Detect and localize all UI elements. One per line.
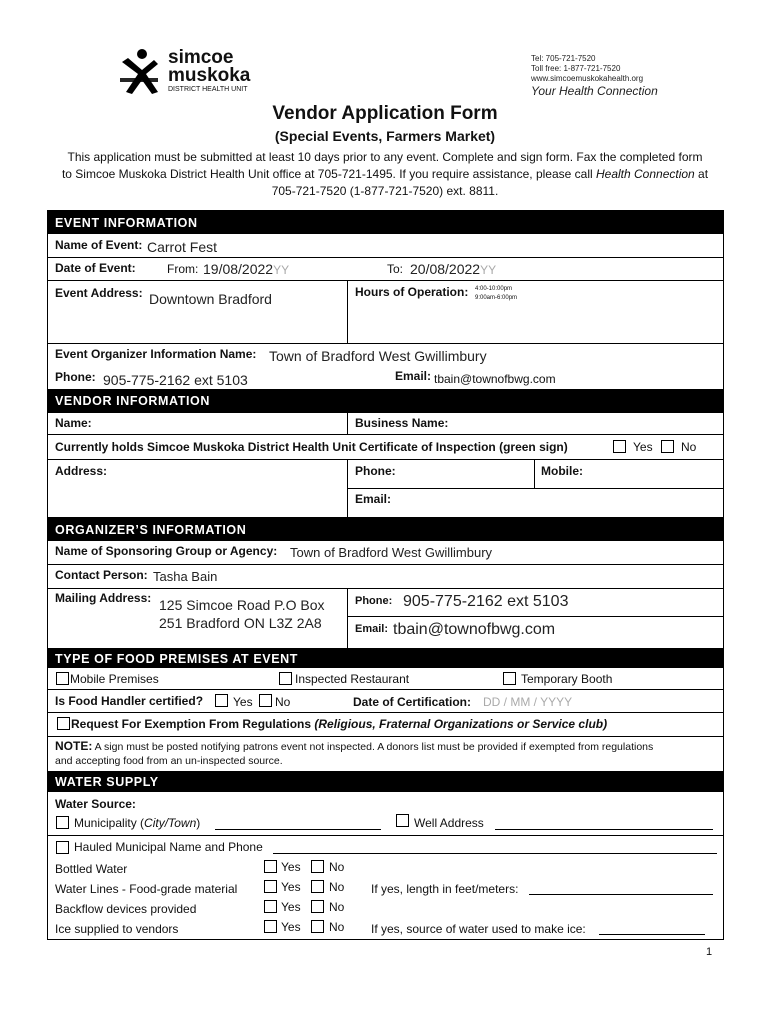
note-line-1	[55, 739, 653, 754]
contact-tel: Tel: 705-721-7520	[531, 54, 596, 63]
exemption-qualifier: (Religious, Fraternal Organizations or Service club)	[314, 717, 608, 731]
contact-person-field[interactable]: Tasha Bain	[153, 569, 218, 584]
event-to-placeholder: YY	[480, 263, 497, 277]
bottled-no-label: No	[329, 860, 345, 874]
municipality-field[interactable]	[215, 829, 381, 830]
ice-source-field[interactable]	[599, 934, 705, 935]
hours-label: Hours of Operation:	[355, 285, 469, 299]
lines-no-label: No	[329, 880, 345, 894]
water-section-header: WATER SUPPLY	[47, 771, 723, 792]
certificate-yes-label: Yes	[633, 440, 653, 454]
vendor-name-label: Name:	[55, 416, 92, 430]
municipality-qualifier: City/Town	[144, 816, 197, 830]
note-line-1-text: A sign must be posted notifying patrons event not inspected. A donors list must be provided if exempted from regulations	[92, 741, 654, 753]
lines-yes-checkbox[interactable]	[264, 880, 277, 893]
event-from-placeholder: YY	[273, 263, 290, 277]
divider	[47, 343, 723, 344]
divider-vertical	[347, 588, 348, 648]
certificate-no-checkbox[interactable]	[661, 440, 674, 453]
sponsor-field[interactable]: Town of Bradford West Gwillimbury	[290, 545, 493, 560]
contact-web: www.simcoemuskokahealth.org	[531, 74, 644, 83]
hauled-field[interactable]	[273, 853, 717, 854]
certificate-no-label: No	[681, 440, 697, 454]
tagline: Your Health Connection	[531, 84, 658, 98]
contact-person-label: Contact Person:	[55, 568, 148, 582]
organizer-name-label: Event Organizer Information Name:	[55, 347, 257, 361]
event-to-label: To:	[387, 262, 404, 276]
note-text	[55, 739, 653, 768]
hauled-label: Hauled Municipal Name and Phone	[74, 840, 263, 854]
contact-block	[531, 54, 658, 98]
org-name-muskoka: muskoka	[168, 65, 251, 86]
intro-line-3: 705-721-7520 (1-877-721-7520) ext. 8811.	[271, 184, 499, 198]
organizer-email-field[interactable]: tbain@townofbwg.com	[393, 621, 556, 638]
organizer-name-field[interactable]: Town of Bradford West Gwillimbury	[269, 348, 487, 364]
food-handler-no-label: No	[275, 695, 291, 709]
municipality-close: )	[196, 816, 201, 830]
event-from-value: 19/08/2022	[203, 261, 274, 277]
ice-label: Ice supplied to vendors	[55, 922, 179, 936]
intro-line-2	[30, 166, 740, 183]
vendor-phone-label: Phone:	[355, 464, 396, 478]
bottled-no-checkbox[interactable]	[311, 860, 324, 873]
certification-date-label: Date of Certification:	[353, 695, 472, 709]
organizer-email-label: Email:	[355, 623, 389, 635]
divider	[47, 257, 723, 258]
hauled-checkbox[interactable]	[56, 841, 69, 854]
food-handler-yes-checkbox[interactable]	[215, 694, 228, 707]
length-field[interactable]	[529, 894, 713, 895]
page-number: 1	[706, 946, 713, 958]
lines-no-checkbox[interactable]	[311, 880, 324, 893]
backflow-yes-checkbox[interactable]	[264, 900, 277, 913]
exemption-text: Request For Exemption From Regulations	[71, 717, 315, 731]
event-from-label: From:	[167, 262, 199, 276]
backflow-no-label: No	[329, 900, 345, 914]
event-name-field[interactable]: Carrot Fest	[147, 239, 218, 255]
application-form	[47, 210, 723, 940]
event-from-field[interactable]	[203, 261, 289, 277]
organizer-phone-field[interactable]: 905-775-2162 ext 5103	[403, 593, 569, 610]
note-label: NOTE:	[55, 739, 93, 753]
vendor-email-label: Email:	[355, 492, 392, 506]
lines-yes-label: Yes	[281, 880, 301, 894]
intro-line-1: This application must be submitted at least 10 days prior to any event. Complete and sign form. Fax the completed form	[67, 150, 703, 164]
backflow-no-checkbox[interactable]	[311, 900, 324, 913]
divider-vertical	[347, 413, 348, 434]
mailing-address-line-2[interactable]: 251 Bradford ON L3Z 2A8	[159, 615, 322, 631]
divider	[47, 434, 723, 435]
event-section-header: EVENT INFORMATION	[47, 210, 723, 234]
ice-source-label: If yes, source of water used to make ice:	[371, 922, 586, 936]
inspected-restaurant-label: Inspected Restaurant	[295, 672, 410, 686]
intro-line-2c: at	[694, 167, 709, 181]
certification-date-field[interactable]: DD / MM / YYYY	[483, 695, 573, 709]
food-handler-yes-label: Yes	[233, 695, 253, 709]
inspected-restaurant-checkbox[interactable]	[279, 672, 292, 685]
sponsor-label: Name of Sponsoring Group or Agency:	[55, 544, 278, 558]
certificate-yes-checkbox[interactable]	[613, 440, 626, 453]
ice-no-label: No	[329, 920, 345, 934]
ice-no-checkbox[interactable]	[311, 920, 324, 933]
logo-figure-icon	[118, 48, 160, 96]
divider	[47, 459, 723, 460]
note-line-2: and accepting food from an un-inspected source.	[55, 755, 283, 767]
divider-vertical	[534, 459, 535, 488]
event-phone-label: Phone:	[55, 370, 96, 384]
business-name-label: Business Name:	[355, 416, 449, 430]
food-handler-label: Is Food Handler certified?	[55, 694, 204, 708]
logo	[118, 48, 258, 98]
municipality-label	[74, 816, 200, 830]
hours-line-1[interactable]: 4:00-10:00pm	[475, 286, 513, 292]
temporary-booth-label: Temporary Booth	[521, 672, 613, 686]
vendor-section-header: VENDOR INFORMATION	[47, 389, 723, 413]
form-border	[47, 210, 724, 940]
exemption-label	[71, 717, 607, 731]
bottled-yes-checkbox[interactable]	[264, 860, 277, 873]
ice-yes-label: Yes	[281, 920, 301, 934]
vendor-mobile-label: Mobile:	[541, 464, 583, 478]
page-subtitle: (Special Events, Farmers Market)	[274, 128, 496, 144]
mobile-premises-label: Mobile Premises	[70, 672, 159, 686]
page-title: Vendor Application Form	[272, 103, 498, 124]
water-source-label: Water Source:	[55, 797, 136, 811]
divider	[47, 280, 723, 281]
intro-line-2a: to Simcoe Muskoka District Health Unit office at 705-721-1495. If you require assistance, please call	[61, 167, 596, 181]
event-address-label: Event Address:	[55, 286, 143, 300]
divider	[47, 689, 723, 690]
org-name-simcoe: simcoe	[168, 47, 234, 68]
intro-health-connection: Health Connection	[595, 167, 695, 181]
well-label: Well Address	[414, 816, 484, 830]
intro-text	[30, 149, 740, 200]
municipality-text: Municipality (	[74, 816, 145, 830]
ice-yes-checkbox[interactable]	[264, 920, 277, 933]
contact-tollfree: Toll free: 1-877-721-7520	[531, 64, 621, 73]
mobile-premises-checkbox[interactable]	[56, 672, 69, 685]
divider	[347, 616, 723, 617]
event-address-field[interactable]: Downtown Bradford	[149, 291, 272, 307]
divider	[47, 564, 723, 565]
divider	[47, 588, 723, 589]
water-lines-label: Water Lines - Food-grade material	[55, 882, 238, 896]
mailing-address-label: Mailing Address:	[55, 591, 152, 605]
temporary-booth-checkbox[interactable]	[503, 672, 516, 685]
municipality-checkbox[interactable]	[56, 816, 69, 829]
divider	[347, 488, 723, 489]
divider	[47, 712, 723, 713]
divider-vertical	[347, 280, 348, 343]
organizer-phone-label: Phone:	[355, 595, 393, 607]
divider	[47, 835, 723, 836]
exemption-checkbox[interactable]	[57, 717, 70, 730]
event-to-value: 20/08/2022	[410, 261, 481, 277]
bottled-yes-label: Yes	[281, 860, 301, 874]
length-label: If yes, length in feet/meters:	[371, 882, 519, 896]
hours-line-2[interactable]: 9:00am-6:00pm	[475, 295, 518, 301]
event-date-label: Date of Event:	[55, 261, 136, 275]
event-name-label: Name of Event:	[55, 238, 143, 252]
organizer-section-header: ORGANIZER’S INFORMATION	[47, 517, 723, 541]
event-email-label: Email:	[395, 369, 432, 383]
bottled-water-label: Bottled Water	[55, 862, 128, 876]
org-name-dhu: DISTRICT HEALTH UNIT	[168, 86, 248, 93]
mailing-address-line-1[interactable]: 125 Simcoe Road P.O Box	[159, 597, 325, 613]
food-section-header: TYPE OF FOOD PREMISES AT EVENT	[47, 648, 723, 668]
well-address-field[interactable]	[495, 829, 713, 830]
certificate-question: Currently holds Simcoe Muskoka District Health Unit Certificate of Inspection (green sign)	[55, 440, 568, 454]
food-handler-no-checkbox[interactable]	[259, 694, 272, 707]
event-email-field[interactable]: tbain@townofbwg.com	[434, 372, 556, 386]
backflow-label: Backflow devices provided	[55, 902, 197, 916]
event-to-field[interactable]	[410, 261, 496, 277]
backflow-yes-label: Yes	[281, 900, 301, 914]
vendor-address-label: Address:	[55, 464, 108, 478]
divider	[47, 736, 723, 737]
event-phone-field[interactable]: 905-775-2162 ext 5103	[103, 372, 248, 388]
well-checkbox[interactable]	[396, 814, 409, 827]
